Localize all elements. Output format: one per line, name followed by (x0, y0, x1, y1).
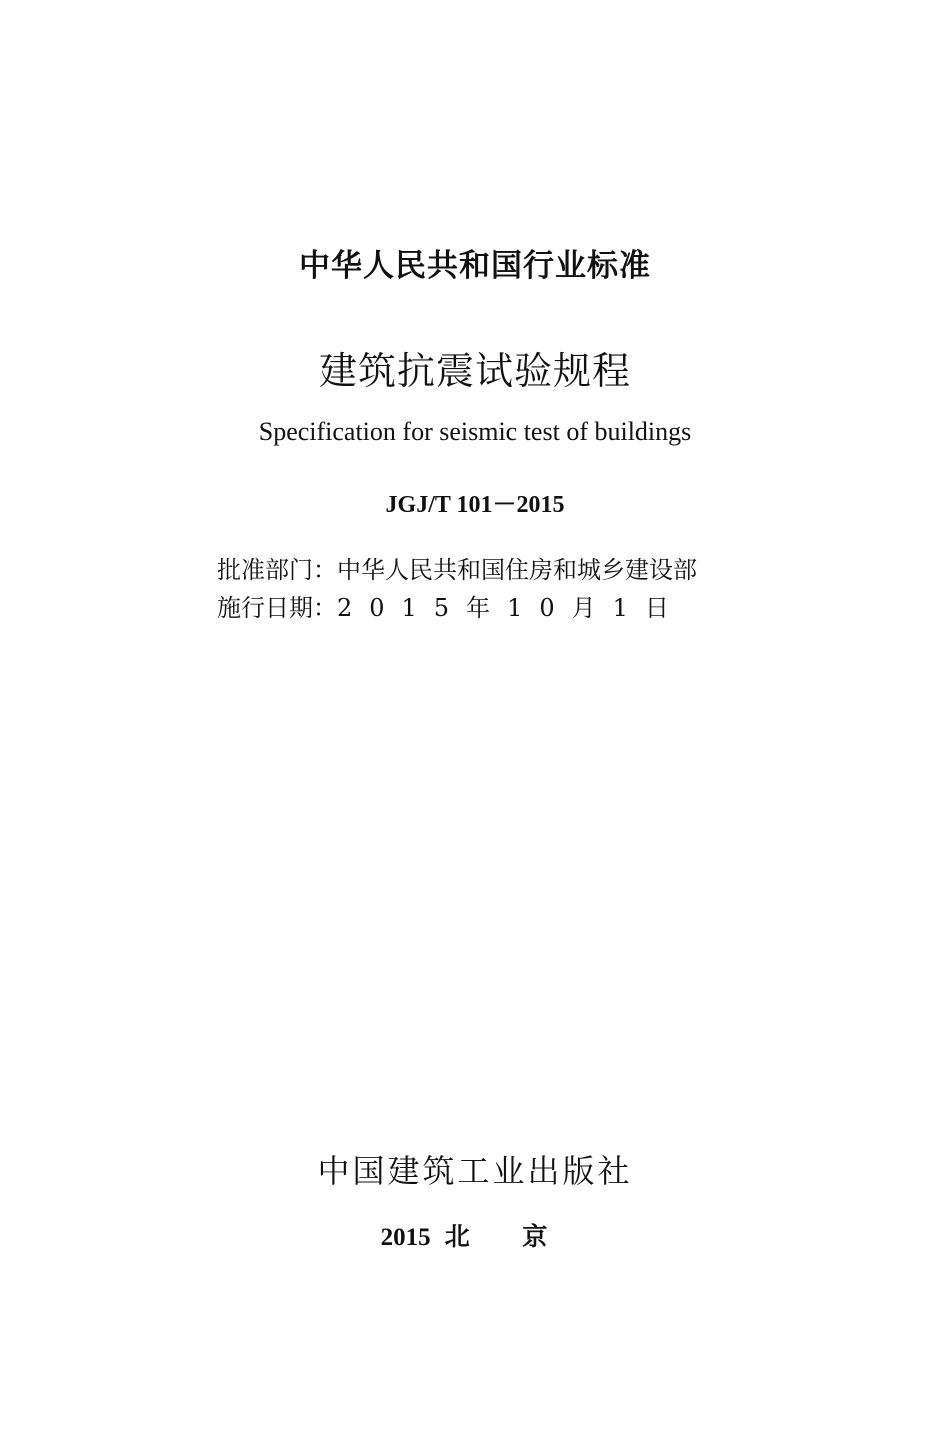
effective-date-line (217, 588, 686, 623)
imprint-city: 北 京 (444, 1222, 570, 1251)
standard-type-heading: 中华人民共和国行业标准 (299, 248, 651, 284)
standard-code: JGJ/T 101－2015 (385, 492, 565, 518)
publisher-name: 中国建筑工业出版社 (317, 1152, 633, 1190)
effective-date-label: 施行日期： (217, 594, 337, 622)
approval-value: 中华人民共和国住房和城乡建设部 (337, 556, 697, 584)
imprint (0, 1217, 950, 1253)
document-title-en: Specification for seismic test of buildings (258, 417, 692, 446)
approval-line (217, 550, 697, 585)
approval-label: 批准部门： (217, 556, 337, 584)
imprint-year: 2015 (380, 1224, 431, 1251)
document-title-cn: 建筑抗震试验规程 (318, 349, 631, 393)
effective-date-value: 2015年10月1日 (337, 594, 686, 622)
